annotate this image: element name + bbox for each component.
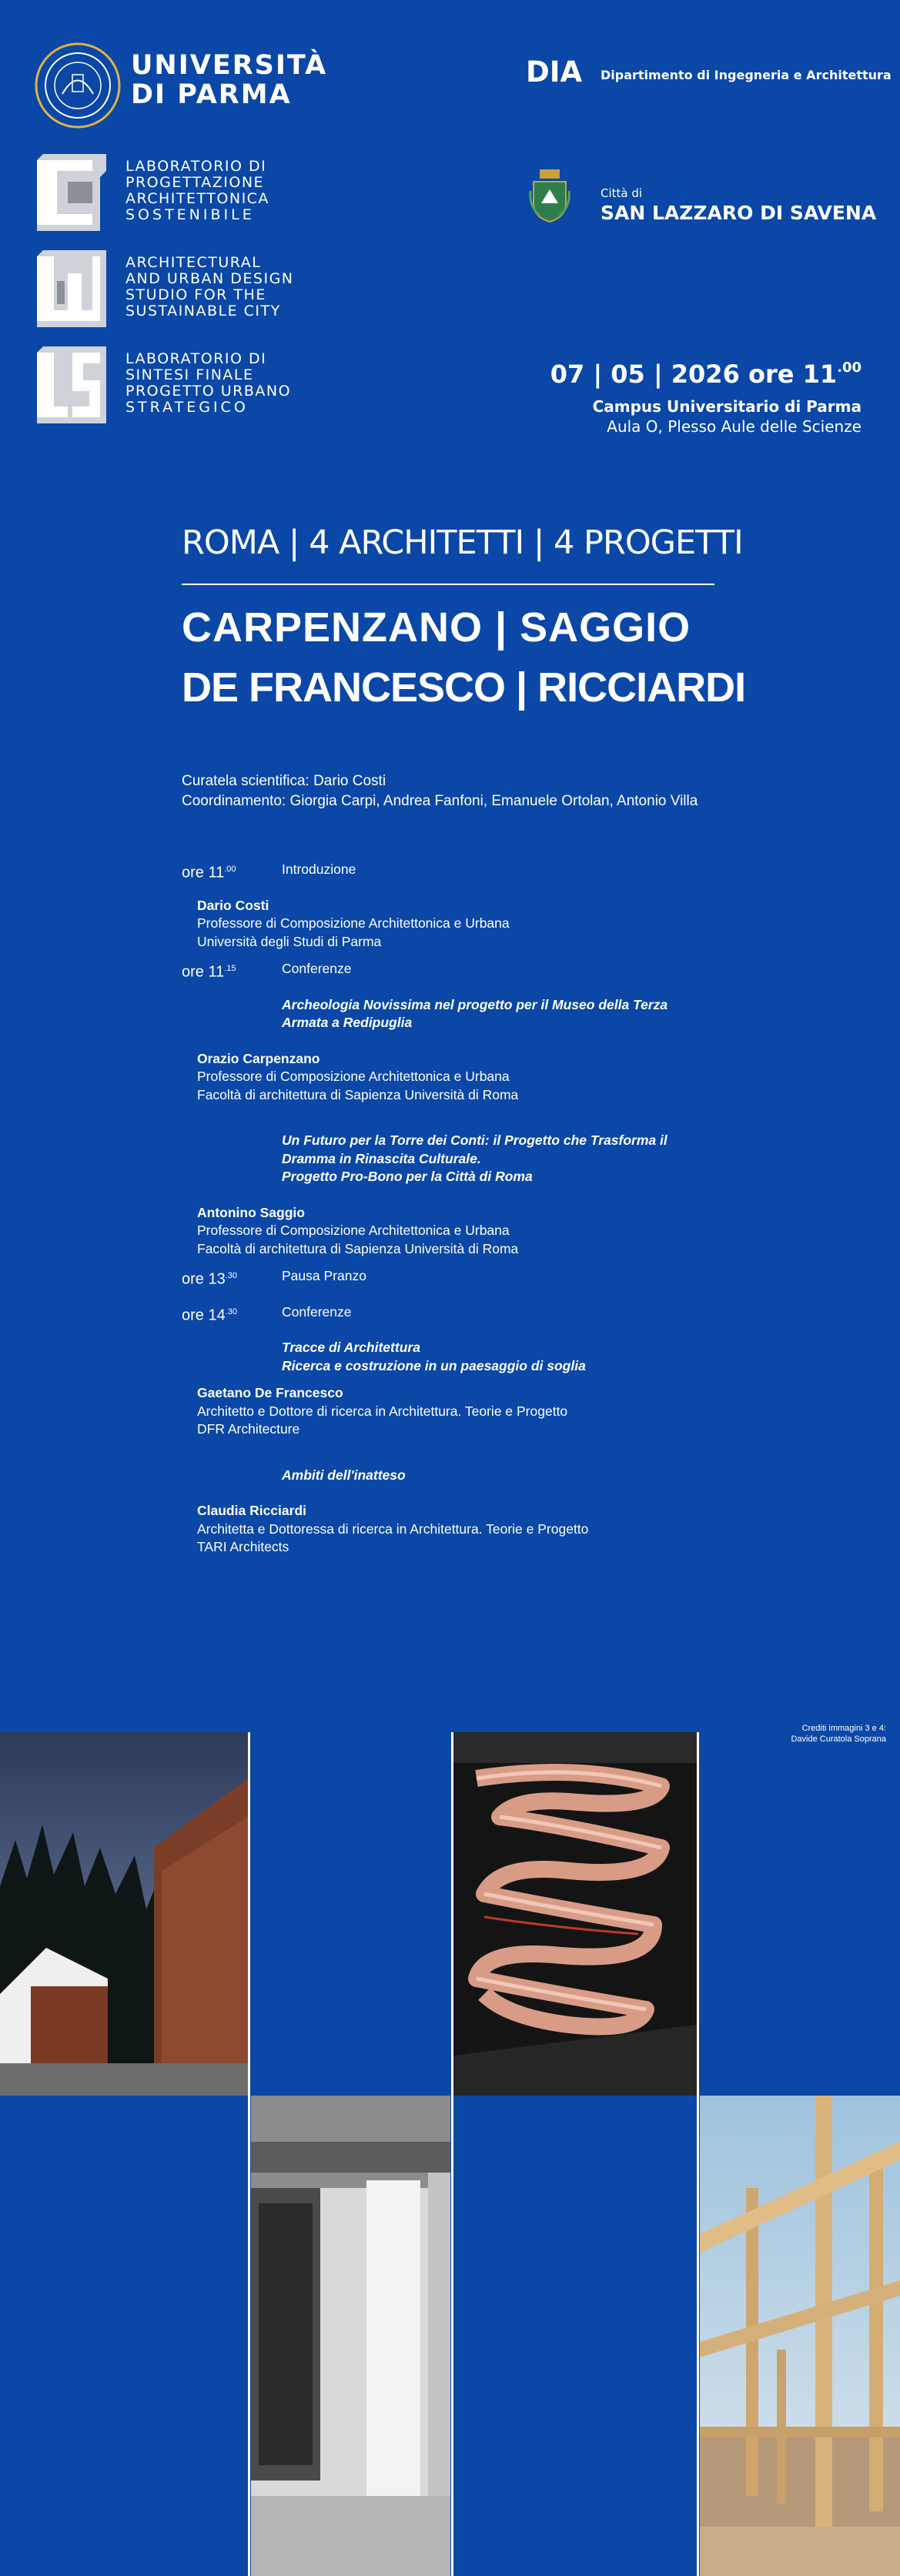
speaker — [197, 1050, 736, 1105]
project-photo-museum-dusk — [0, 1732, 248, 2096]
speaker-affiliation: TARI Architects — [197, 1539, 289, 1554]
project-photo-tower-model — [453, 1732, 697, 2096]
speaker-name: Orazio Carpenzano — [197, 1050, 320, 1066]
speaker-affiliation: Università degli Studi di Parma — [197, 933, 382, 949]
lab-line: SINTESI FINALE — [125, 366, 254, 383]
speaker-affiliation: Facoltà di architettura di Sapienza Università di Roma — [197, 1086, 519, 1102]
speaker-affiliation: Facoltà di architettura di Sapienza Università di Roma — [197, 1240, 519, 1256]
speakers-title-line2: DE FRANCESCO | RICCIARDI — [182, 664, 746, 711]
event-date-sup: .00 — [837, 360, 862, 376]
slot-time — [182, 1267, 237, 1289]
lab-text — [125, 159, 269, 223]
title-divider — [182, 584, 714, 585]
lab-line: SOSTENIBILE — [125, 206, 255, 223]
slot-time-sup: .15 — [224, 964, 236, 973]
slot-label: Conferenze — [282, 961, 352, 976]
lab-mark-icon — [37, 250, 106, 327]
project-photo-interior-hall — [251, 2096, 450, 2576]
curatela-block — [182, 771, 698, 811]
talk-title — [282, 1467, 736, 1485]
talk-title — [282, 996, 736, 1032]
university-name — [131, 51, 327, 109]
program-slot — [182, 960, 736, 1258]
coordinamento-line: Coordinamento: Giorgia Carpi, Andrea Fanfoni, Emanuele Ortolan, Antonio Villa — [182, 793, 698, 809]
speaker — [197, 1502, 736, 1557]
program-slot — [182, 1303, 736, 1557]
slot-time-text: ore 14 — [182, 1306, 226, 1324]
speaker-name: Claudia Ricciardi — [197, 1503, 306, 1518]
speaker — [197, 1204, 736, 1259]
credits-line: Davide Curatola Soprana — [791, 1735, 886, 1744]
program — [182, 861, 736, 1557]
credits-line: Crediti immagini 3 e 4: — [801, 1724, 886, 1733]
speaker-role: Professore di Composizione Architettonica e Urbana — [197, 1223, 510, 1238]
city-crest-icon — [529, 168, 570, 223]
lab-logo-urban-design — [37, 250, 299, 331]
event-campus: Campus Universitario di Parma — [592, 397, 862, 416]
lab-line: PROGETTO URBANO — [125, 383, 292, 400]
lab-mark-icon — [37, 154, 106, 231]
talk-title — [282, 1132, 736, 1186]
talk-title-line: Un Futuro per la Torre dei Conti: il Progetto che Trasforma il — [282, 1132, 667, 1148]
slot-label: Conferenze — [282, 1303, 352, 1320]
lab-logo-progettazione — [37, 154, 299, 235]
slot-time-sup: .30 — [225, 1271, 238, 1280]
lab-line: STRATEGICO — [125, 399, 249, 416]
slot-label: Introduzione — [282, 861, 356, 877]
university-name-line2: DI PARMA — [131, 79, 292, 110]
lab-line: ARCHITECTURAL — [125, 254, 262, 271]
talk-title-line: Tracce di Architettura — [282, 1340, 420, 1355]
event-kicker: ROMA | 4 ARCHITETTI | 4 PROGETTI — [182, 524, 743, 562]
speaker — [197, 897, 736, 952]
lab-logo-sintesi-finale — [37, 346, 299, 427]
talk-title-line: Dramma in Rinascita Culturale. — [282, 1150, 481, 1166]
program-slot — [182, 1267, 736, 1286]
slot-time — [182, 960, 236, 982]
dia-full-name: Dipartimento di Ingegneria e Architettura — [601, 68, 892, 82]
slot-time-text: ore 11 — [182, 963, 225, 981]
speaker-role: Professore di Composizione Architettonica e Urbana — [197, 915, 510, 931]
city-prefix: Città di — [601, 186, 643, 200]
lab-text — [125, 255, 294, 319]
event-room: Aula O, Plesso Aule delle Scienze — [607, 417, 862, 436]
lab-line: LABORATORIO DI — [125, 158, 267, 175]
photo-divider — [697, 1732, 699, 2576]
talk-title-line: Archeologia Novissima nel progetto per il Museo della Terza — [282, 996, 668, 1012]
program-slot — [182, 861, 736, 951]
event-date-block — [550, 353, 862, 436]
talk-title — [282, 1339, 736, 1375]
image-credits — [791, 1723, 886, 1745]
event-date — [550, 353, 862, 390]
photo-divider — [248, 1732, 250, 2576]
university-seal-logo — [28, 40, 128, 131]
project-photo-timber-structure — [700, 2096, 900, 2576]
talk-title-line: Armata a Redipuglia — [282, 1015, 413, 1030]
lab-line: ARCHITETTONICA — [125, 190, 269, 207]
slot-time-text: ore 13 — [182, 1270, 226, 1288]
speaker-role: Architetta e Dottoressa di ricerca in Architettura. Teorie e Progetto — [197, 1521, 589, 1537]
speakers-title-line1: CARPENZANO | SAGGIO — [182, 604, 691, 651]
lab-line: SUSTAINABLE CITY — [125, 303, 281, 319]
university-name-line1: UNIVERSITÀ — [131, 50, 328, 81]
slot-time-sup: .00 — [224, 865, 236, 874]
slot-time — [182, 1303, 237, 1325]
lab-line: LABORATORIO DI — [125, 350, 267, 367]
event-date-text: 07 | 05 | 2026 ore 11 — [550, 360, 838, 389]
lab-line: PROGETTAZIONE — [125, 174, 265, 191]
lab-line: STUDIO FOR THE — [125, 286, 266, 303]
speaker-name: Gaetano De Francesco — [197, 1385, 343, 1400]
speaker-affiliation: DFR Architecture — [197, 1421, 300, 1437]
dia-abbreviation: DIA — [526, 55, 583, 89]
city-name: SAN LAZZARO DI SAVENA — [601, 202, 877, 224]
lab-text — [125, 351, 291, 416]
talk-title-line: Ricerca e costruzione in un paesaggio di soglia — [282, 1357, 586, 1373]
slot-time — [182, 861, 236, 882]
slot-label: Pausa Pranzo — [282, 1268, 366, 1283]
slot-time-text: ore 11 — [182, 864, 225, 882]
speaker-name: Dario Costi — [197, 897, 269, 913]
lab-mark-icon — [37, 346, 106, 423]
lab-line: AND URBAN DESIGN — [125, 270, 294, 287]
speaker-role: Professore di Composizione Architettonica e Urbana — [197, 1069, 510, 1084]
talk-title-line: Progetto Pro-Bono per la Città di Roma — [282, 1169, 533, 1184]
talk-title-line: Ambiti dell'inatteso — [282, 1467, 406, 1483]
speaker-role: Architetto e Dottore di ricerca in Architettura. Teorie e Progetto — [197, 1403, 568, 1419]
speaker — [197, 1384, 736, 1439]
curatela-line: Curatela scientifica: Dario Costi — [182, 773, 386, 789]
slot-time-sup: .30 — [225, 1306, 238, 1316]
speaker-name: Antonino Saggio — [197, 1204, 305, 1220]
